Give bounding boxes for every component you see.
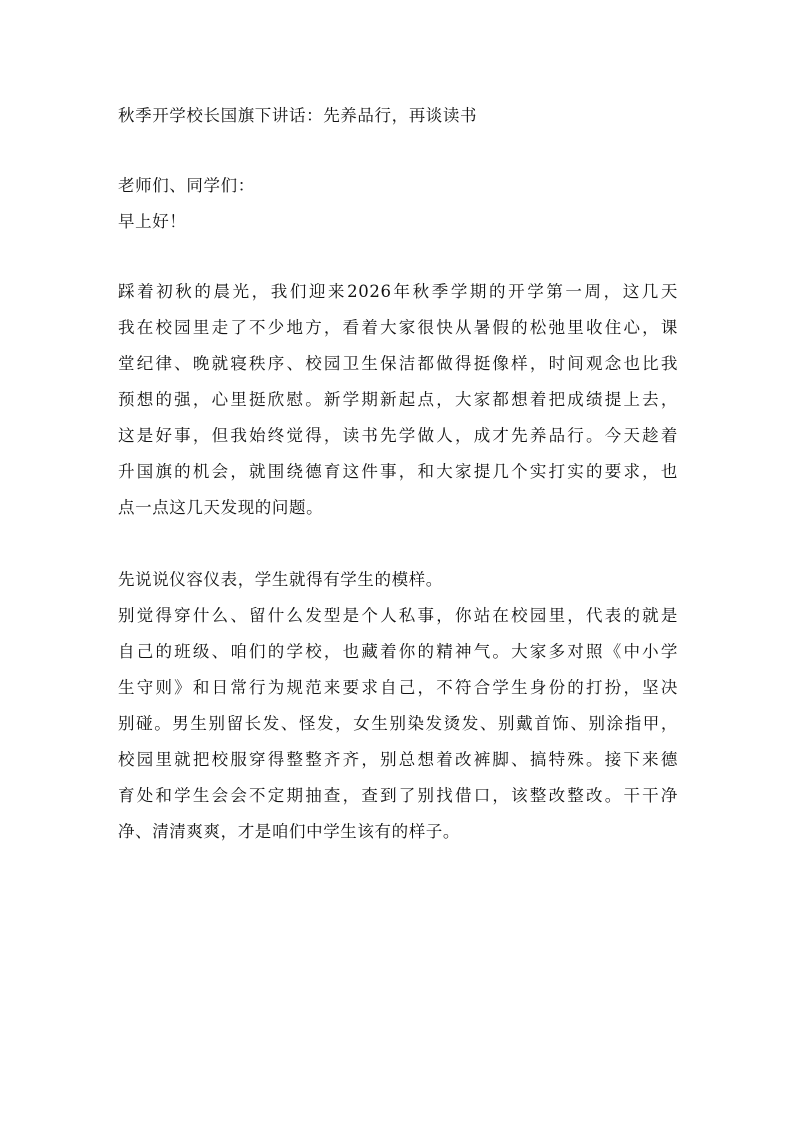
paragraph-line: 点一点这几天发现的问题。 xyxy=(118,498,324,517)
document-title: 秋季开学校长国旗下讲话：先养品行，再谈读书 xyxy=(118,106,478,125)
paragraph-line: 育处和学生会会不定期抽查，查到了别找借口，该整改整改。干干净 xyxy=(118,786,678,805)
paragraph-line: 校园里就把校服穿得整整齐齐，别总想着改裤脚、搞特殊。接下来德 xyxy=(118,750,678,769)
paragraph-line: 我在校园里走了不少地方，看着大家很快从暑假的松弛里收住心，课 xyxy=(118,318,678,337)
paragraph-line: 净、清清爽爽，才是咱们中学生该有的样子。 xyxy=(118,822,460,841)
paragraph-line: 升国旗的机会，就围绕德育这件事，和大家提几个实打实的要求，也 xyxy=(118,462,678,481)
paragraph-line: 自己的班级、咱们的学校，也藏着你的精神气。大家多对照《中小学 xyxy=(118,642,678,661)
paragraph-line: 预想的强，心里挺欣慰。新学期新起点，大家都想着把成绩提上去， xyxy=(118,390,678,409)
paragraph-line: 别觉得穿什么、留什么发型是个人私事，你站在校园里，代表的就是 xyxy=(118,606,678,625)
greeting: 早上好！ xyxy=(118,212,187,231)
paragraph-line: 踩着初秋的晨光，我们迎来2026年秋季学期的开学第一周，这几天 xyxy=(118,282,678,301)
paragraph-line: 这是好事，但我始终觉得，读书先学做人，成才先养品行。今天趁着 xyxy=(118,426,678,445)
appearance-section xyxy=(118,562,678,850)
paragraph-line: 堂纪律、晚就寝秩序、校园卫生保洁都做得挺像样，时间观念也比我 xyxy=(118,354,678,373)
opening-paragraph xyxy=(118,274,678,526)
section-heading: 先说说仪容仪表，学生就得有学生的模样。 xyxy=(118,570,443,589)
paragraph-line: 别碰。男生别留长发、怪发，女生别染发烫发、别戴首饰、别涂指甲， xyxy=(118,714,678,733)
paragraph-line: 生守则》和日常行为规范来要求自己，不符合学生身份的打扮，坚决 xyxy=(118,678,678,697)
salutation: 老师们、同学们： xyxy=(118,176,255,195)
document-page xyxy=(118,98,678,850)
